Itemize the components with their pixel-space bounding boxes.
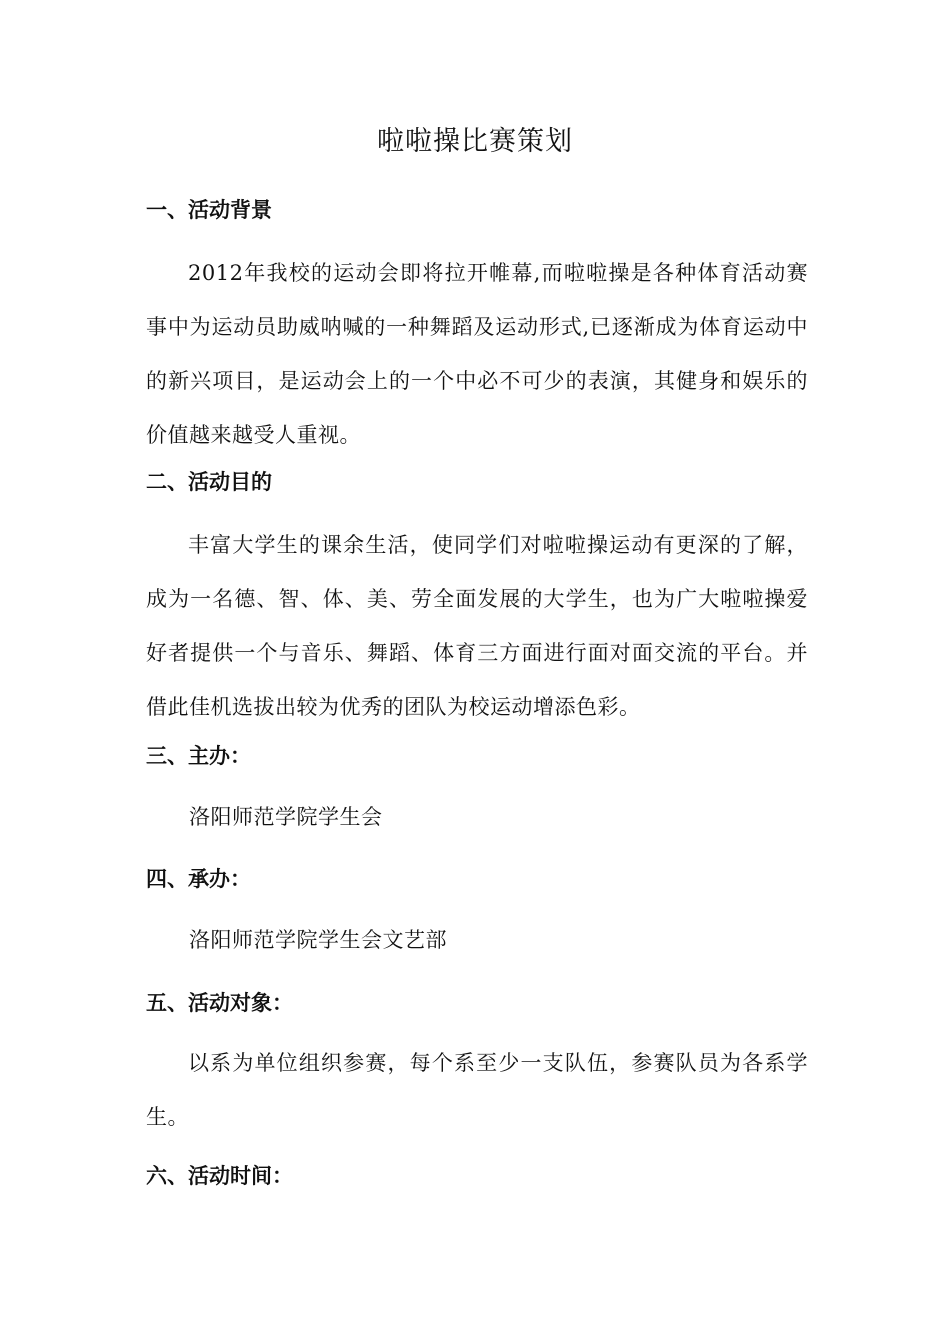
section-heading-background: 一、活动背景 [146, 198, 272, 222]
section-heading-purpose: 二、活动目的 [146, 470, 272, 494]
section-body-co-organizer: 洛阳师范学院学生会文艺部 [189, 928, 447, 952]
section-body-background: 2012年我校的运动会即将拉开帷幕,而啦啦操是各种体育活动赛事中为运动员助威呐喊的一种舞蹈及运动形式,已逐渐成为体育运动中的新兴项目，是运动会上的一个中必不可少的表演，其健身和娱乐的价值越来越受人重视。 [146, 261, 808, 447]
section-body-participants: 以系为单位组织参赛，每个系至少一支队伍，参赛队员为各系学生。 [146, 1051, 808, 1129]
section-heading-co-organizer: 四、承办： [146, 867, 251, 891]
section-heading-organizer: 三、主办： [146, 744, 251, 768]
section-body-organizer: 洛阳师范学院学生会 [189, 805, 383, 829]
section-heading-participants: 五、活动对象： [146, 991, 293, 1015]
section-body-purpose: 丰富大学生的课余生活，使同学们对啦啦操运动有更深的了解，成为一名德、智、体、美、劳全面发展的大学生，也为广大啦啦操爱好者提供一个与音乐、舞蹈、体育三方面进行面对面交流的平台。并借此佳机选拔出较为优秀的团队为校运动增添色彩。 [146, 533, 808, 719]
document-title: 啦啦操比赛策划 [377, 126, 573, 157]
section-heading-time: 六、活动时间： [146, 1164, 293, 1188]
